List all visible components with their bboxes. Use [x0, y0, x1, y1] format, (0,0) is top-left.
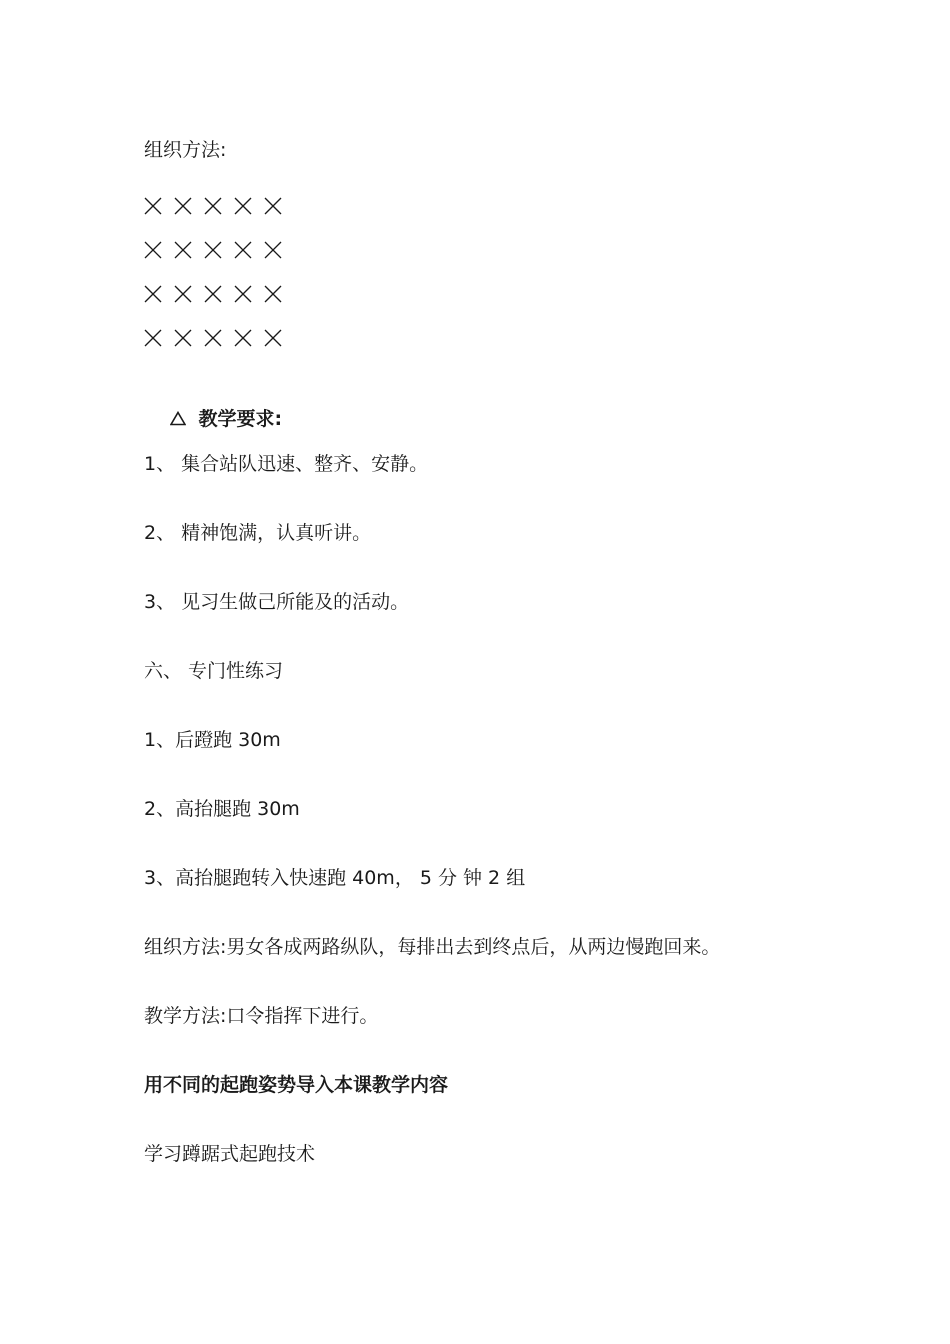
requirements-heading: 教学要求:	[198, 408, 283, 430]
learn-line: 学习蹲踞式起跑技术	[144, 1143, 316, 1165]
x-mark-icon	[263, 196, 283, 216]
x-mark-icon	[233, 284, 253, 304]
x-mark-icon	[233, 196, 253, 216]
exercise-item: 3、高抬腿跑转入快速跑 40m， 5 分 钟 2 组	[144, 867, 526, 889]
requirement-item: 2、 精神饱满，认真听讲。	[144, 522, 372, 544]
x-mark-icon	[143, 284, 163, 304]
x-mark-icon	[173, 284, 193, 304]
x-mark-icon	[143, 196, 163, 216]
teaching-method: 教学方法:口令指挥下进行。	[144, 1005, 379, 1027]
x-mark-icon	[263, 240, 283, 260]
formation-row	[143, 328, 283, 348]
x-mark-icon	[203, 284, 223, 304]
x-mark-icon	[263, 328, 283, 348]
x-mark-icon	[233, 240, 253, 260]
exercise-item: 1、后蹬跑 30m	[144, 729, 281, 751]
formation-row	[143, 284, 283, 304]
x-mark-icon	[233, 328, 253, 348]
requirement-item: 3、 见习生做己所能及的活动。	[144, 591, 410, 613]
org-method-label: 组织方法:	[144, 139, 227, 161]
exercise-item: 2、高抬腿跑 30m	[144, 798, 300, 820]
x-mark-icon	[203, 196, 223, 216]
formation-row	[143, 240, 283, 260]
x-mark-icon	[203, 328, 223, 348]
x-mark-icon	[173, 328, 193, 348]
triangle-icon	[170, 411, 186, 426]
x-mark-icon	[143, 240, 163, 260]
x-mark-icon	[143, 328, 163, 348]
requirement-item: 1、 集合站队迅速、整齐、安静。	[144, 453, 429, 475]
x-mark-icon	[203, 240, 223, 260]
x-mark-icon	[173, 240, 193, 260]
formation-row	[143, 196, 283, 216]
section-six-heading: 六、 专门性练习	[144, 660, 284, 682]
requirements-heading-line	[144, 383, 282, 455]
x-mark-icon	[173, 196, 193, 216]
x-mark-icon	[263, 284, 283, 304]
org-method-text: 组织方法:男女各成两路纵队，每排出去到终点后，从两边慢跑回来。	[144, 936, 721, 958]
intro-heading: 用不同的起跑姿势导入本课教学内容	[144, 1074, 449, 1096]
